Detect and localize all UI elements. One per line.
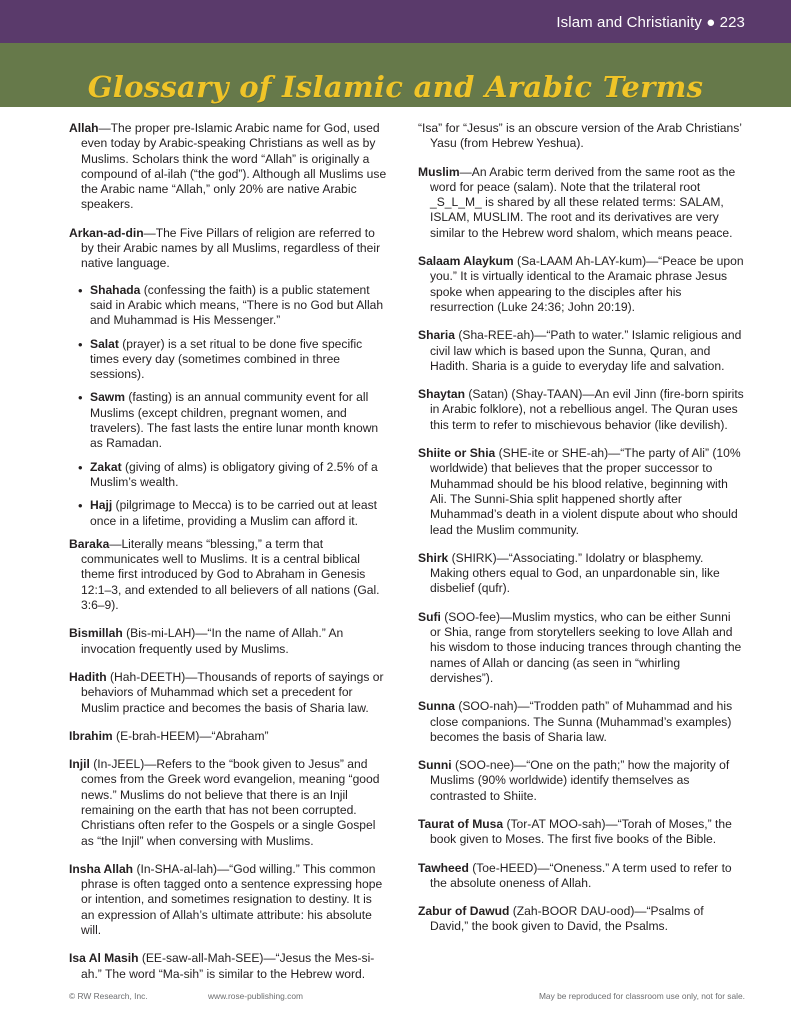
- entry-term: Isa Al Masih: [69, 951, 139, 966]
- entry-definition: —The Five Pillars of religion are referred to by their Arabic names by all Muslims, regardless of their native language.: [81, 225, 381, 271]
- glossary-entry: [418, 387, 744, 433]
- glossary-entry: [418, 610, 744, 686]
- entry-term: Allah: [69, 121, 99, 135]
- entry-term: Arkan-ad-din: [69, 225, 144, 240]
- list-item: [69, 498, 387, 529]
- entry-definition: (Toe-HEED)—“Oneness.” A term used to refer to the absolute oneness of Allah.: [430, 860, 732, 890]
- footer-website: www.rose-publishing.com: [208, 991, 303, 1001]
- entry-term: Baraka: [69, 536, 110, 551]
- entry-definition: (EE-saw-all-Mah-SEE)—“Jesus the Mes-si-ah.” The word “Ma-sih” is similar to the Hebrew word.: [81, 951, 375, 981]
- entry-term: Taurat of Musa: [418, 816, 504, 831]
- pillar-term: Hajj: [90, 498, 113, 513]
- glossary-entry: [69, 121, 387, 213]
- glossary-entry: [418, 551, 744, 597]
- footer-notice: May be reproduced for classroom use only, not for sale.: [538, 991, 745, 1001]
- entry-definition: (SOO-nee)—“One on the path;” how the majority of Muslims (90% worldwide) identify themselves as contrasted to Shiite.: [430, 758, 730, 803]
- entry-definition: (Bis-mi-LAH)—“In the name of Allah.” An invocation frequently used by Muslims.: [81, 626, 344, 656]
- glossary-entry: [69, 862, 387, 938]
- running-title: Islam and Christianity ● 223: [556, 14, 745, 31]
- pillar-definition: (confessing the faith) is a public statement said in Arabic which means, “There is no God but Allah and Muhammad is His Messenger.”: [90, 282, 384, 328]
- entry-term: Sunni: [418, 758, 452, 773]
- entry-term: Zabur of Dawud: [418, 904, 510, 919]
- entry-definition: —An Arabic term derived from the same root as the word for peace (salam). Note that the trilateral root _S_L_M_ is shared by all these related terms: SALAM, ISLAM, MUSLIM. The root and its derivatives are very similar to the Hebrew word shalom, which means peace.: [430, 164, 736, 240]
- list-item: [69, 460, 387, 491]
- list-item: [69, 283, 387, 329]
- glossary-entry: [69, 757, 387, 849]
- pillar-definition: (fasting) is an annual community event for all Muslims (except children, pregnant women, and travelers). The fast lasts the entire lunar month known as Ramadan.: [90, 390, 379, 451]
- pillar-term: Sawm: [90, 390, 125, 405]
- pillar-definition: (giving of alms) is obligatory giving of 2.5% of a Muslim’s wealth.: [90, 459, 378, 489]
- glossary-entry: [69, 951, 387, 982]
- entry-definition: (In-SHA-al-lah)—“God willing.” This common phrase is often tagged onto a sentence expressing hope or intention, and sometimes resignation to destiny. It is an expression of Allah’s ultimate attribute: his absolute will.: [81, 861, 383, 938]
- page-header-bar: [0, 0, 791, 43]
- list-item: [69, 390, 387, 451]
- pillar-term: Shahada: [90, 282, 141, 297]
- pillar-term: Zakat: [90, 459, 122, 474]
- entry-term: Injil: [69, 757, 90, 772]
- entry-definition: (SHIRK)—“Associating.” Idolatry or blasphemy. Making others equal to God, an unpardonable sin, like disbelief (qufr).: [430, 550, 720, 596]
- glossary-entry: [418, 254, 744, 315]
- entry-definition: (Zah-BOOR DAU-ood)—“Psalms of David,” the book given to David, the Psalms.: [430, 904, 704, 934]
- entry-definition: —The proper pre-Islamic Arabic name for God, used even today by Arabic-speaking Christians as well as by Muslims. Scholars think the word “Allah” is originally a compound of al-ilah (“the god”). Although all Muslims use the Arabic name “Allah,” only 20% are native Arabic speakers.: [81, 121, 387, 212]
- entry-definition: “Isa” for “Jesus” is an obscure version of the Arab Christians’ Yasu (from Hebrew Yeshua).: [418, 121, 742, 151]
- glossary-entry: [418, 758, 744, 804]
- entry-definition: (Sa-LAAM Ah-LAY-kum)—“Peace be upon you.” It is virtually identical to the Aramaic phrase Jesus spoke when appearing to the disciples after his resurrection (Luke 24:36; John 20:19).: [430, 254, 744, 314]
- entry-definition: (Satan) (Shay-TAAN)—An evil Jinn (fire-born spirits in Arabic folklore), not a rebellious angel. The Quran uses this term to refer to mischievous behavior (like devilish).: [430, 387, 744, 432]
- page-title: Glossary of Islamic and Arabic Terms: [87, 70, 704, 104]
- glossary-entry: [69, 626, 387, 657]
- entry-definition: (Tor-AT MOO-sah)—“Torah of Moses,” the book given to Moses. The first five books of the Bible.: [430, 816, 732, 847]
- entry-term: Insha Allah: [69, 861, 134, 876]
- entry-definition: (Sha-REE-ah)—“Path to water.” Islamic religious and civil law which is based upon the Sunna, Quran, and Hadith. Sharia is a guide to everyday life and salvation.: [430, 328, 742, 373]
- entry-definition: (E-brah-HEEM)—“Abraham”: [112, 728, 269, 743]
- five-pillars-list: [69, 283, 387, 529]
- glossary-entry: [418, 328, 744, 374]
- glossary-entry: [69, 670, 387, 716]
- entry-term: Shirk: [418, 550, 449, 565]
- entry-term: Shaytan: [418, 387, 466, 402]
- entry-definition: (SHE-ite or SHE-ah)—“The party of Ali” (10% worldwide) that believes that the proper successor to Muhammad should be his blood relative, beginning with Ali. The Sunni-Shia split happened shortly after Muhammad’s death in a violent dispute about who should lead the Muslim community.: [430, 446, 741, 537]
- right-column: [418, 121, 744, 948]
- footer-copyright: © RW Research, Inc.: [69, 991, 148, 1001]
- entry-term: Muslim: [418, 164, 460, 179]
- entry-definition: (SOO-nah)—“Trodden path” of Muhammad and his close companions. The Sunna (Muhammad’s examples) becomes the basis of Sharia law.: [430, 699, 733, 744]
- entry-term: Sunna: [418, 699, 455, 714]
- entry-definition: (Hah-DEETH)—Thousands of reports of sayings or behaviors of Muhammad which set a precedent for Muslim practice and becomes the basis of Sharia law.: [81, 669, 384, 715]
- glossary-entry: [418, 446, 744, 538]
- glossary-entry: [69, 729, 387, 744]
- pillar-definition: (prayer) is a set ritual to be done five specific times every day (sometimes combined in three sessions).: [90, 336, 363, 382]
- glossary-entry: [418, 165, 744, 241]
- entry-term: Salaam Alaykum: [418, 254, 514, 269]
- entry-definition: (In-JEEL)—Refers to the “book given to Jesus” and comes from the Greek word evangelion, meaning “good news.” Muslims do not believe that there is an Injil remaining on the earth that has not been corrupted. Christians often refer to the Gospels or a single Gospel as “the Injil” when conversing with Muslims.: [81, 757, 380, 848]
- pillar-definition: (pilgrimage to Mecca) is to be carried out at least once in a lifetime, providing a Muslim can afford it.: [90, 498, 378, 528]
- glossary-entry: [69, 226, 387, 272]
- entry-term: Sufi: [418, 609, 441, 624]
- entry-term: Sharia: [418, 328, 455, 343]
- list-item: [69, 337, 387, 383]
- entry-definition: —Literally means “blessing,” a term that communicates well to Muslims. It is a central biblical theme first introduced by God to Abraham in Genesis 12:1–3, and extended to all believers of all nations (Gal. 3:6–9).: [81, 536, 380, 613]
- glossary-entry: [418, 817, 744, 848]
- glossary-entry-continued: [418, 121, 744, 152]
- entry-term: Hadith: [69, 669, 107, 684]
- entry-term: Ibrahim: [69, 728, 113, 743]
- glossary-entry: [69, 537, 387, 613]
- glossary-entry: [418, 699, 744, 745]
- entry-term: Bismillah: [69, 626, 123, 641]
- entry-term: Tawheed: [418, 860, 469, 875]
- entry-term: Shiite or Shia: [418, 446, 496, 461]
- left-column: [69, 121, 387, 995]
- pillar-term: Salat: [90, 336, 119, 351]
- entry-definition: (SOO-fee)—Muslim mystics, who can be either Sunni or Shia, range from storytellers seeking to love Allah and his wisdom to those inducing trances through chanting the names of Allah or dancing (as seen in “whirling dervishes”).: [430, 609, 742, 685]
- glossary-entry: [418, 904, 744, 935]
- glossary-entry: [418, 861, 744, 892]
